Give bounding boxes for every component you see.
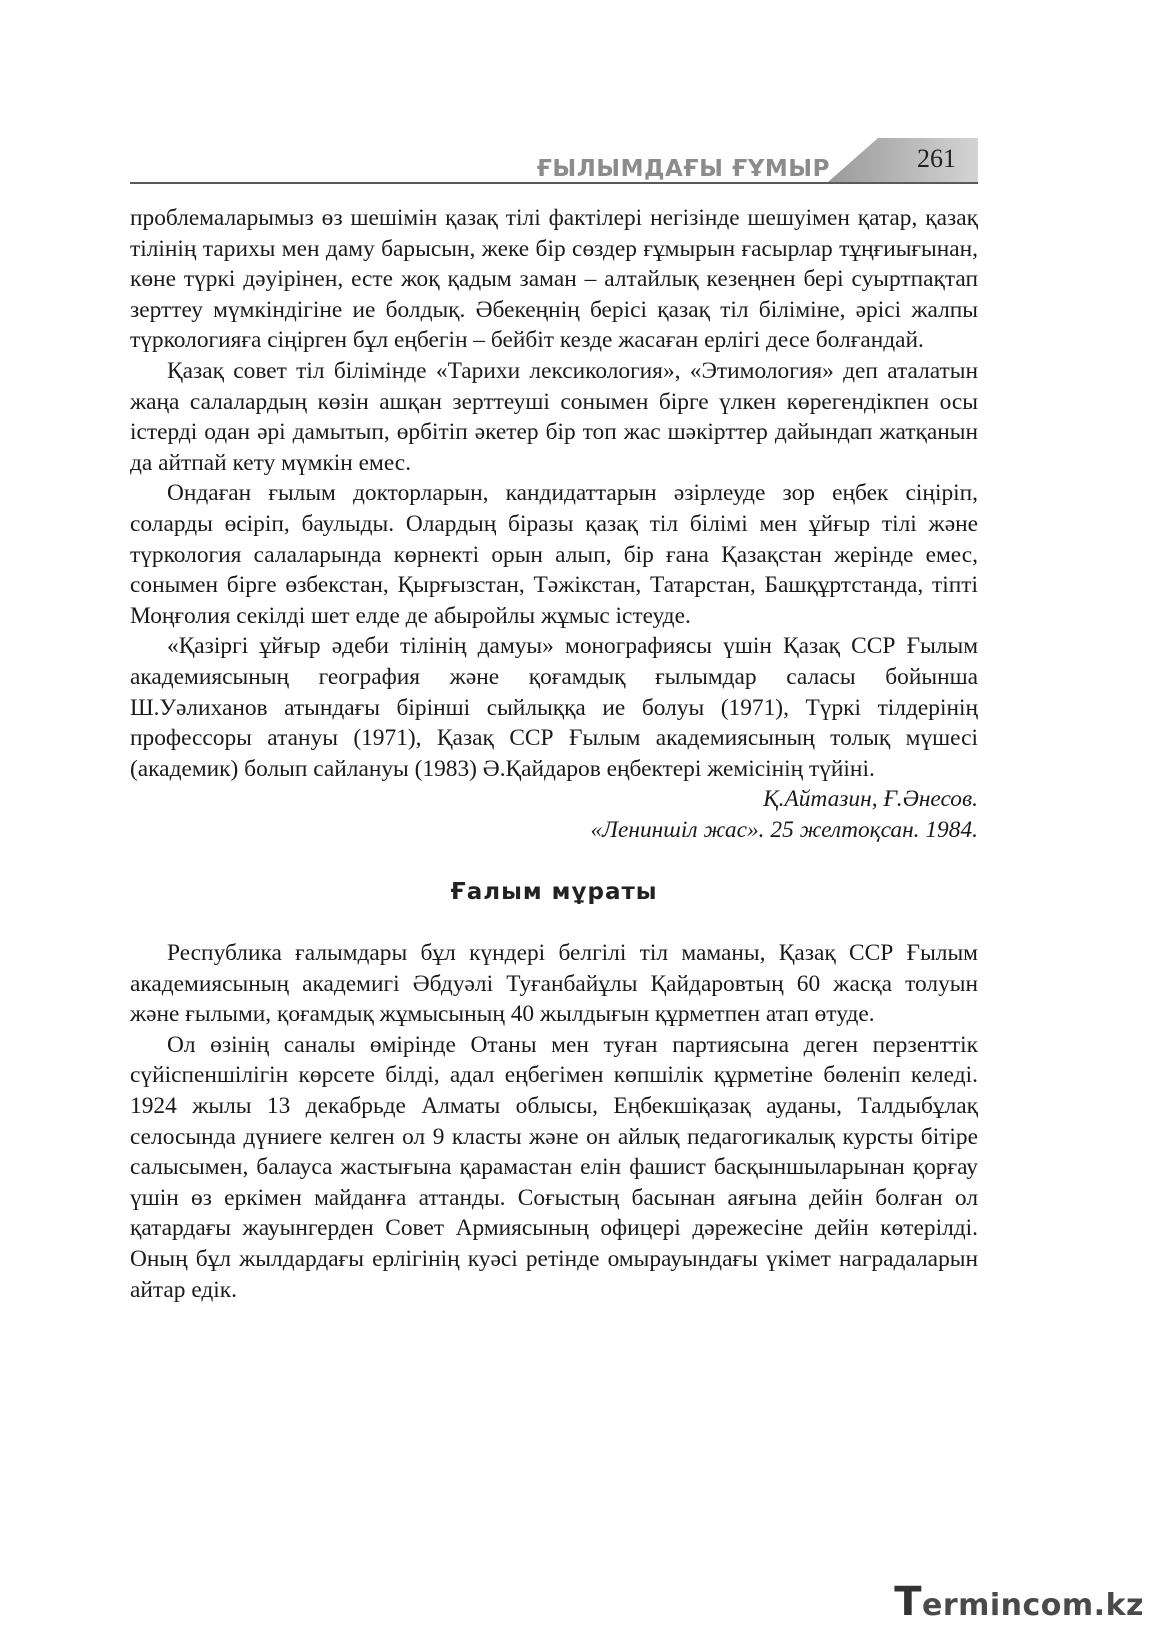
page-body bbox=[130, 203, 978, 1305]
paragraph: Республика ғалымдары бұл күндері белгілі тіл маманы, Қазақ ССР Ғылым академиясының академигі Әбдуәлі Туғанбайұлы Қайдаровтың 60 жасқа толуын және ғылыми, қоғамдық жұмысының 40 жылдығын құрметпен атап өтуде. bbox=[130, 940, 978, 1028]
paragraph: проблемаларымыз өз шешімін қазақ тілі фактілері негізінде шешуімен қатар, қазақ тілінің тарихы мен даму барысын, жеке бір сөздер ғұмырын ғасырлар тұңғиығынан, көне түркі дәуірінен, есте жоқ қадым заман – алтайлық кезеңнен бері суыртпақтап зерттеу мүмкіндігіне ие болдық. Әбекеңнің берісі қазақ тіл біліміне, әрісі жалпы түркологияға сіңірген бұл еңбегін – бейбіт кезде жасаған ерлігі десе болғандай. bbox=[130, 205, 978, 354]
watermark-initial: T bbox=[894, 1579, 922, 1625]
paragraph: «Қазіргі ұйғыр әдеби тілінің дамуы» монографиясы үшін Қазақ ССР Ғылым академиясының география және қоғамдық ғылымдар саласы бойынша Ш.Уәлиханов атындағы бірінші сыйлыққа ие болуы (1971), Түркі тілдерінің профессоры атануы (1971), Қазақ ССР Ғылым академиясының толық мүшесі (академик) болып сайлануы (1983) Ә.Қайдаров еңбектері жемісінің түйіні. bbox=[130, 633, 978, 782]
page-number: 261 bbox=[917, 144, 956, 173]
site-watermark bbox=[894, 1579, 1144, 1625]
paragraph: Қазақ совет тіл білімінде «Тарихи лексикология», «Этимология» деп аталатын жаңа салалардың көзін ашқан зерттеуші сонымен бірге үлкен көрегендікпен осы істерді одан әрі дамытып, өрбітіп әкетер бір топ жас шәкірттер дайындап жатқанын да айтпай кету мүмкін емес. bbox=[130, 357, 978, 476]
header-title: ҒЫЛЫМДАҒЫ ҒҰМЫР bbox=[536, 156, 830, 182]
signature-block bbox=[130, 784, 978, 845]
running-header bbox=[130, 138, 978, 188]
watermark-text: ermincom.kz bbox=[921, 1588, 1144, 1623]
paragraph: Ондаған ғылым докторларын, кандидаттарын әзірлеуде зор еңбек сіңіріп, соларды өсіріп, баулыды. Олардың біразы қазақ тіл білімі мен ұйғыр тілі және түркология салаларында көрнекті орын алып, бір ғана Қазақстан жерінде емес, сонымен бірге өзбекстан, Қырғызстан, Тәжікстан, Татарстан, Башқұртстанда, тіпті Моңғолия секілді шет елде де абыройлы жұмыс істеуде. bbox=[130, 480, 978, 629]
signature-source: «Лениншіл жас». 25 желтоқсан. 1984. bbox=[590, 816, 978, 843]
header-rule bbox=[130, 182, 978, 184]
section-title: Ғалым мұраты bbox=[450, 879, 658, 906]
paragraph: Ол өзінің саналы өмірінде Отаны мен туған партиясына деген перзенттік сүйіспеншілігін көрсете білді, адал еңбегімен көпшілік құрметіне бөленіп келеді. 1924 жылы 13 декабрьде Алматы облысы, Еңбекшіқазақ ауданы, Талдыбұлақ селосында дүниеге келген ол 9 класты және он айлық педагогикалық курсты бітіре салысымен, балауса жастығына қарамастан елін фашист басқыншыларынан қорғау үшін өз еркімен майданға аттанды. Соғыстың басынан аяғына дейін болған ол қатардағы жауынгерден Совет Армиясының офицері дәрежесіне дейін көтерілді. Оның бұл жылдардағы ерлігінің куәсі ретінде омырауындағы үкімет наградаларын айтар едік. bbox=[130, 1031, 978, 1303]
signature-authors: Қ.Айтазин, Ғ.Әнесов. bbox=[763, 786, 978, 813]
